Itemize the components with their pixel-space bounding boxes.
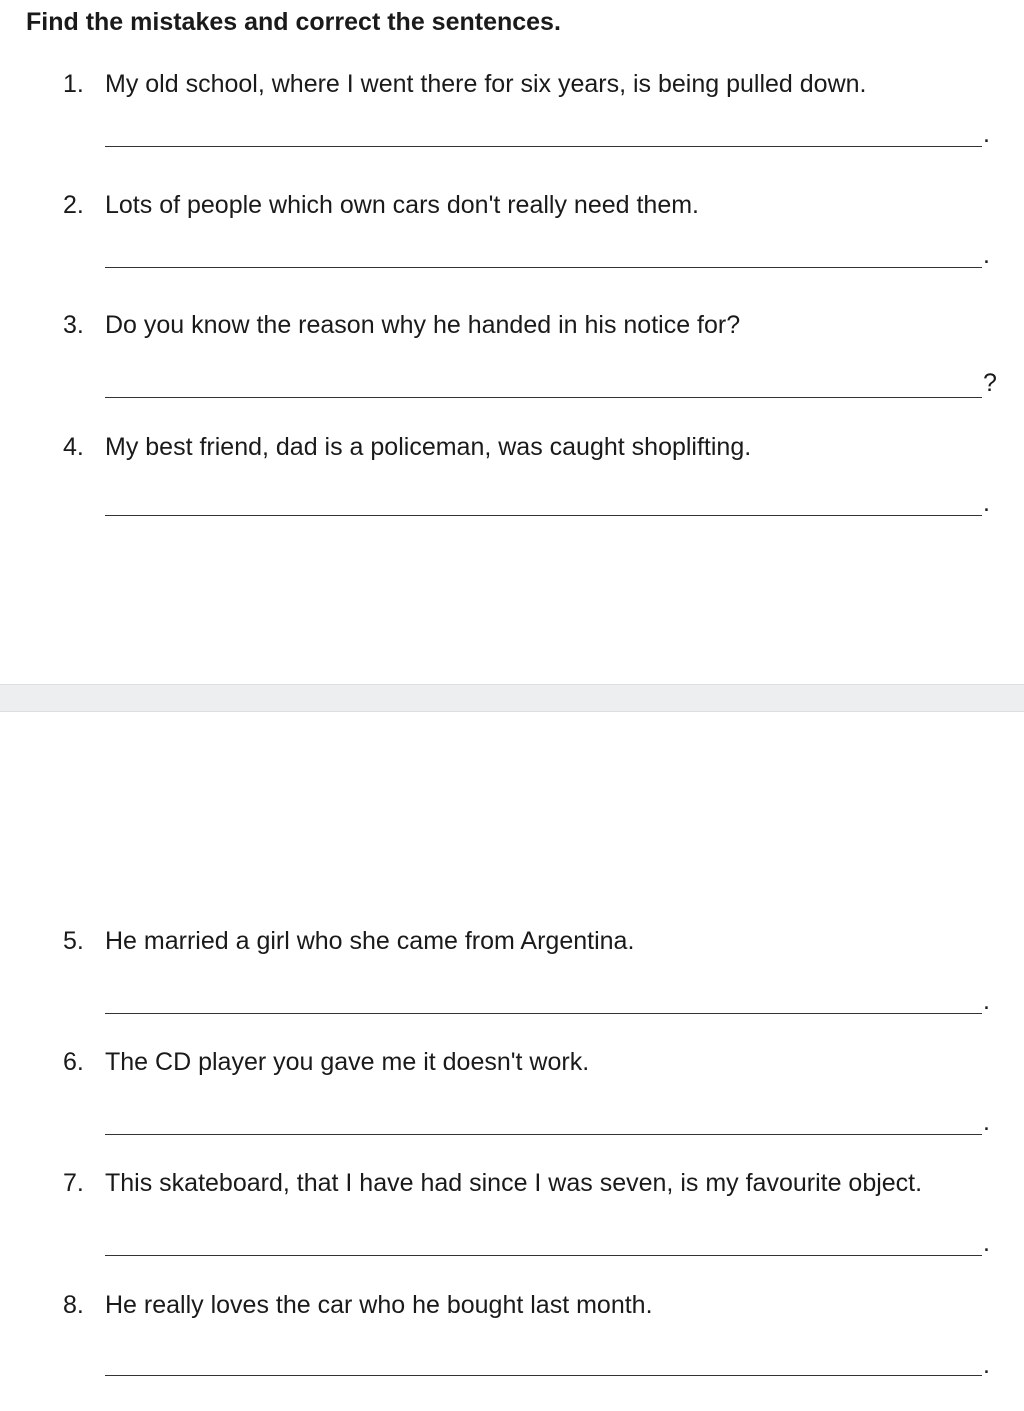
item-number: 7. [63, 1169, 84, 1197]
end-punctuation: . [983, 241, 990, 269]
item-sentence: He married a girl who she came from Argentina. [105, 927, 635, 955]
item-number: 4. [63, 433, 84, 461]
exercise-item-5 [0, 927, 1024, 1047]
answer-line [105, 267, 982, 268]
end-punctuation: . [983, 1108, 990, 1136]
item-number: 6. [63, 1048, 84, 1076]
answer-line [105, 397, 982, 398]
end-punctuation: ? [983, 369, 997, 397]
item-sentence: He really loves the car who he bought last month. [105, 1291, 653, 1319]
answer-line [105, 146, 982, 147]
end-punctuation: . [983, 1229, 990, 1257]
item-sentence: The CD player you gave me it doesn't work. [105, 1048, 590, 1076]
item-sentence: My old school, where I went there for six years, is being pulled down. [105, 70, 867, 98]
answer-line [105, 1134, 982, 1135]
answer-line [105, 1013, 982, 1014]
exercise-item-1 [0, 70, 1024, 190]
exercise-item-3 [0, 311, 1024, 431]
end-punctuation: . [983, 489, 990, 517]
page-break [0, 684, 1024, 712]
end-punctuation: . [983, 1351, 990, 1379]
item-number: 1. [63, 70, 84, 98]
worksheet-title: Find the mistakes and correct the sentences. [26, 8, 561, 36]
item-number: 8. [63, 1291, 84, 1319]
exercise-item-6 [0, 1048, 1024, 1168]
end-punctuation: . [983, 987, 990, 1015]
item-sentence: Do you know the reason why he handed in his notice for? [105, 311, 741, 339]
item-sentence: My best friend, dad is a policeman, was caught shoplifting. [105, 433, 752, 461]
end-punctuation: . [983, 120, 990, 148]
answer-line [105, 1375, 982, 1376]
item-number: 5. [63, 927, 84, 955]
item-number: 2. [63, 191, 84, 219]
exercise-item-2 [0, 191, 1024, 311]
answer-line [105, 1255, 982, 1256]
item-number: 3. [63, 311, 84, 339]
exercise-item-4 [0, 433, 1024, 553]
item-sentence: Lots of people which own cars don't really need them. [105, 191, 700, 219]
answer-line [105, 515, 982, 516]
item-sentence: This skateboard, that I have had since I was seven, is my favourite object. [105, 1169, 923, 1197]
exercise-item-7 [0, 1169, 1024, 1289]
exercise-item-8 [0, 1291, 1024, 1411]
